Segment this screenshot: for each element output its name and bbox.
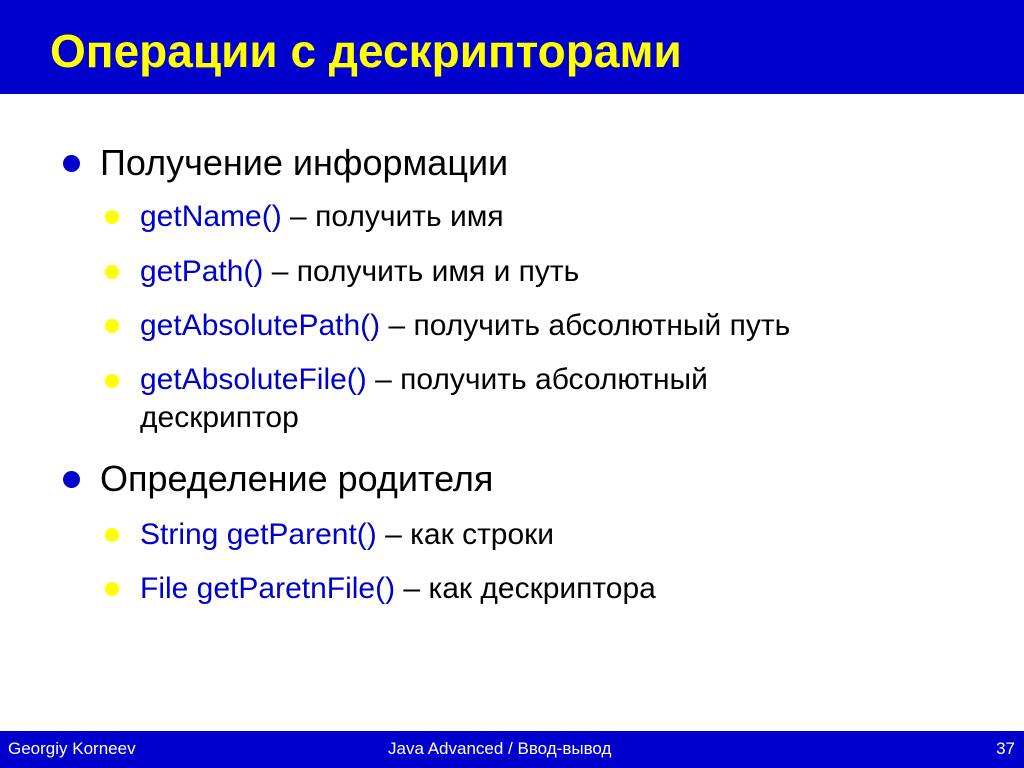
method-description: – получить имя: [281, 200, 504, 233]
footer-bar: [0, 731, 1024, 768]
list-item: [140, 361, 870, 437]
footer-author: Georgiy Korneev: [8, 739, 136, 758]
method-description: – как строки: [376, 518, 555, 551]
footer-course: Java Advanced / Ввод-вывод: [388, 739, 612, 758]
section-heading: Определение родителя: [100, 458, 494, 499]
bullet-icon: [105, 265, 119, 279]
title-bar: [0, 0, 1024, 94]
method-name: getAbsoluteFile(): [140, 363, 367, 396]
bullet-icon: [105, 210, 119, 224]
list-item: [140, 570, 970, 608]
bullet-icon: [63, 155, 80, 172]
method-description: – получить имя и путь: [263, 255, 580, 288]
method-description: – получить абсолютный дескриптор: [140, 363, 708, 434]
method-name: File getParetnFile(): [140, 572, 396, 605]
bullet-icon: [105, 319, 119, 333]
bullet-icon: [105, 582, 119, 596]
method-description: – получить абсолютный путь: [380, 309, 791, 342]
method-name: getAbsolutePath(): [140, 309, 381, 342]
bullet-icon: [105, 374, 119, 388]
method-description: – как дескриптора: [395, 572, 656, 605]
slide-title: Операции с дескрипторами: [50, 25, 682, 77]
list-item: [140, 307, 970, 345]
section-heading: Получение информации: [100, 142, 509, 183]
method-name: getPath(): [140, 255, 264, 288]
list-item: [140, 198, 970, 236]
list-item: [140, 253, 970, 291]
list-item: [140, 516, 970, 554]
method-name: getName(): [140, 200, 282, 233]
page-number: 37: [996, 739, 1015, 758]
bullet-icon: [63, 471, 80, 488]
method-name: String getParent(): [140, 518, 377, 551]
bullet-icon: [105, 528, 119, 542]
